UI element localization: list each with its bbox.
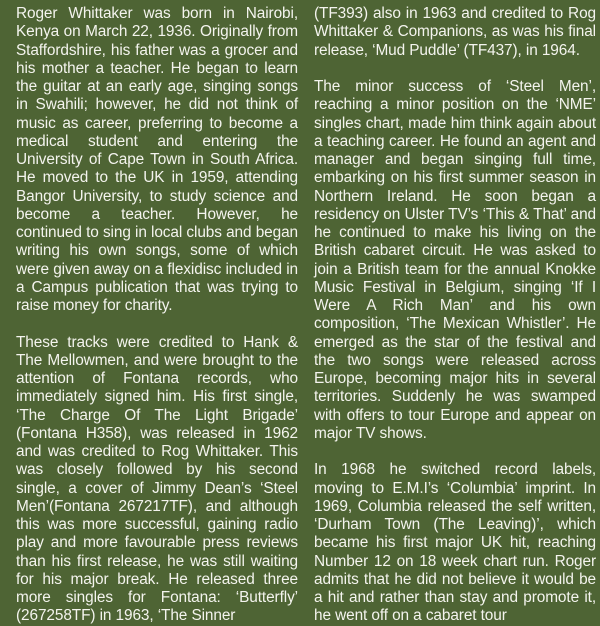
paragraph-columbia-years: In 1968 he switched record labels, moving to E.M.I’s ‘Columbia’ imprint. In 1969, Columbia released the self written, ‘Durham Town (The Leaving)’, which became his first major UK hit, reaching Number 12 on 18 week chart run. Roger admits that he did not believe it would be a hit and rather than stay and promote it, he went off on a cabaret tour [314, 461, 596, 625]
paragraph-fontana-singles: These tracks were credited to Hank & The Mellowmen, and were brought to the attention of Fontana records, who immediately signed him. His first single, ‘The Charge Of The Light Brigade’ (Fontana H358), was released in 1962 and was credited to Rog Whittaker. This was closely followed by his second single, a cover of Jimmy Dean’s ‘Steel Men’(Fontana 267217TF), and although this was more successful, gaining radio play and more favourable press reviews than his first release, he was still waiting for his major break. He released three more singles for Fontana: ‘Butterfly’ (267258TF) in 1963, ‘The Sinner [16, 333, 298, 625]
paragraph-early-life: Roger Whittaker was born in Nairobi, Kenya on March 22, 1936. Originally from Staffordshire, his father was a grocer and his mother a teacher. He began to learn the guitar at an early age, singing songs in Swahili; however, he did not think of music as career, preferring to become a medical student and entering the University of Cape Town in South Africa. He moved to the UK in 1959, attending Bangor University, to study science and become a teacher. However, he continued to sing in local clubs and began writing his own songs, some of which were given away on a flexidisc included in a Campus publication that was trying to raise money for charity. [16, 5, 298, 314]
left-text-column [16, 5, 298, 626]
paragraph-final-fontana-release: (TF393) also in 1963 and credited to Rog Whittaker & Companions, as was his final release, ‘Mud Puddle’ (TF437), in 1964. [314, 5, 596, 59]
right-text-column [314, 5, 596, 626]
paragraph-steel-men-success: The minor success of ‘Steel Men’, reaching a minor position on the ‘NME’ singles chart, made him think again about a teaching career. He found an agent and manager and began singing full time, embarking on his first summer season in Northern Ireland. He soon began a residency on Ulster TV’s ‘This & That’ and he continued to make his living on the British cabaret circuit. He was asked to join a British team for the annual Knokke Music Festival in Belgium, singing ‘If I Were A Rich Man’ and his own composition, ‘The Mexican Whistler’. He emerged as the star of the festival and the two songs were released across Europe, becoming major hits in several territories. Suddenly he was swamped with offers to tour Europe and appear on major TV shows. [314, 78, 596, 442]
